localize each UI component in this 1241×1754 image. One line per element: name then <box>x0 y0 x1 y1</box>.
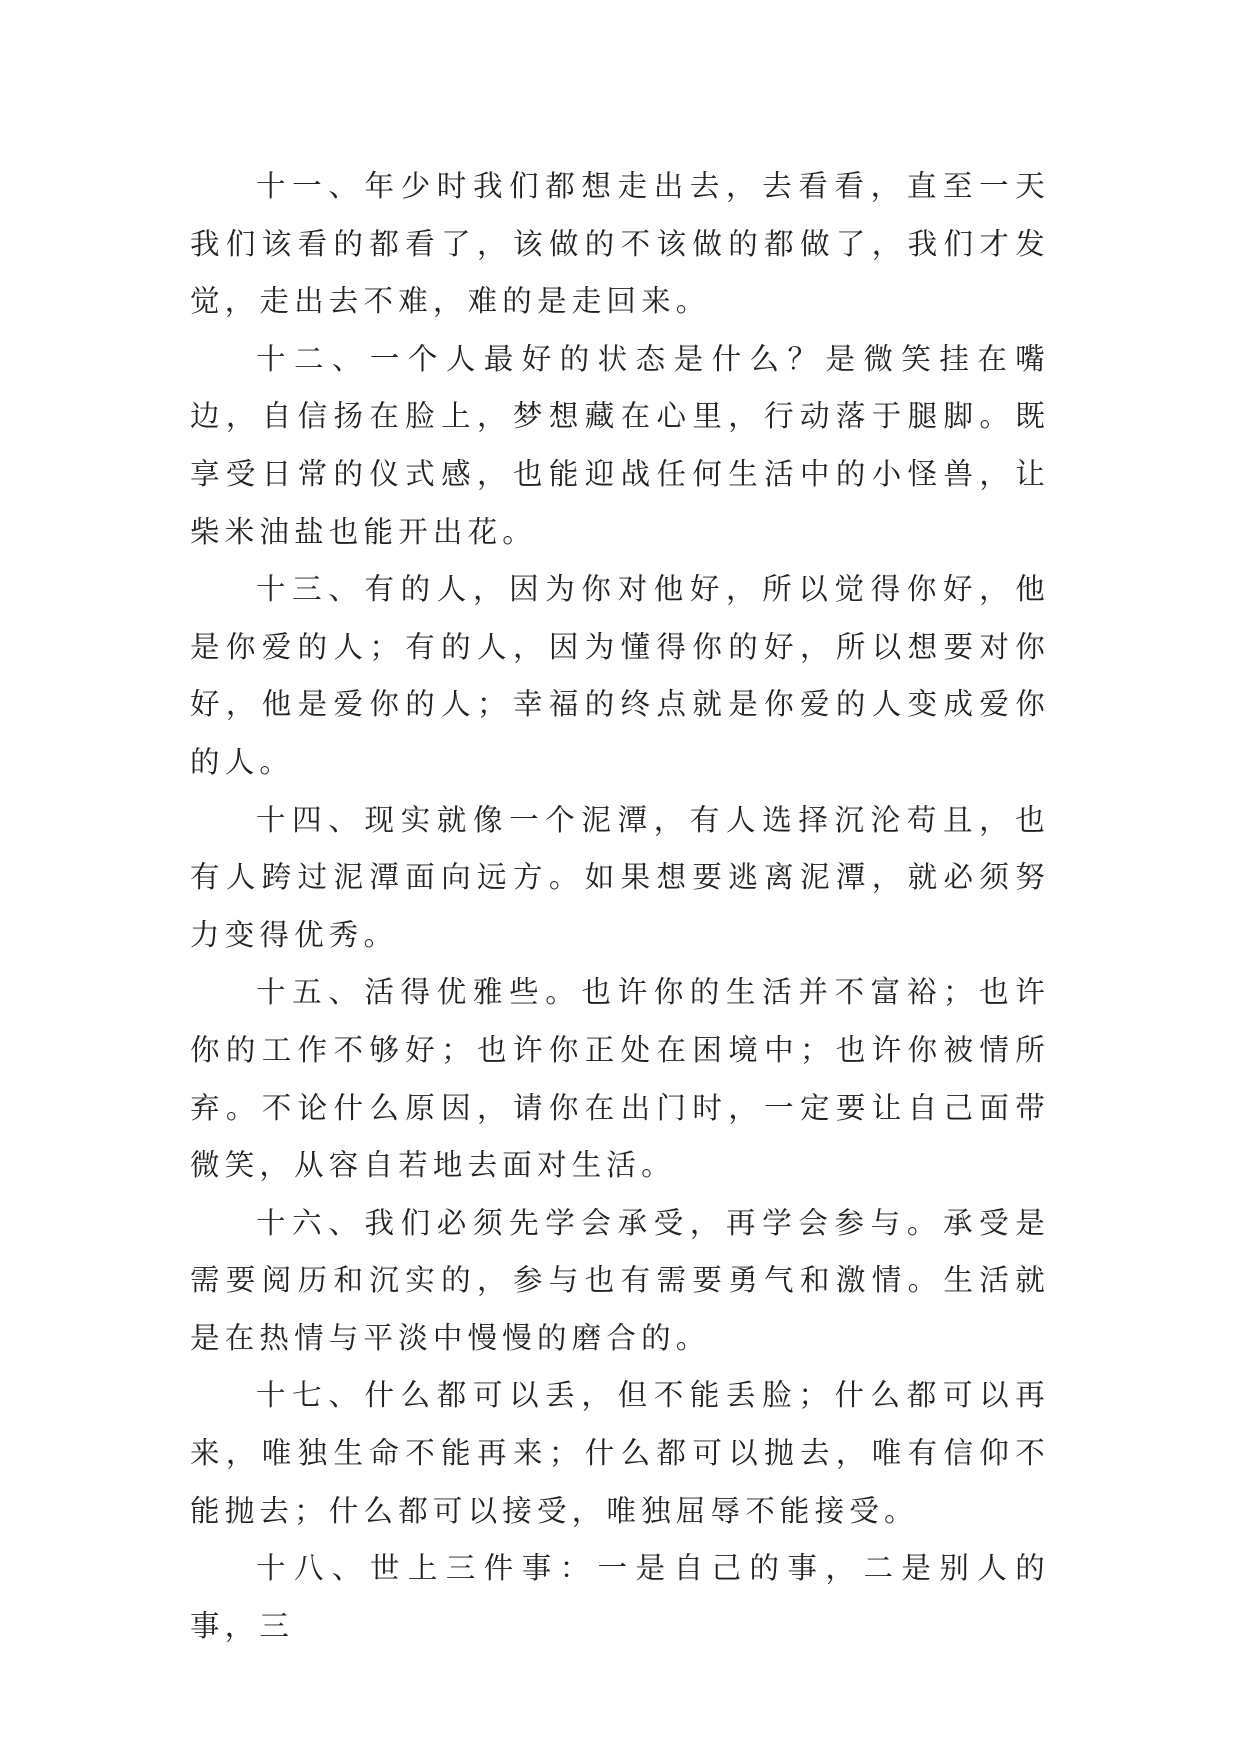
paragraph-18: 十八、世上三件事：一是自己的事，二是别人的事，三 <box>190 1551 1050 1643</box>
paragraph-15: 十五、活得优雅些。也许你的生活并不富裕；也许你的工作不够好；也许你正处在困境中；也许你被情所弃。不论什么原因，请你在出门时，一定要让自己面带微笑，从容自若地去面对生活。 <box>190 975 1050 1183</box>
paragraph-13: 十三、有的人，因为你对他好，所以觉得你好，他是你爱的人；有的人，因为懂得你的好，所以想要对你好，他是爱你的人；幸福的终点就是你爱的人变成爱你的人。 <box>190 572 1050 779</box>
paragraph-12: 十二、一个人最好的状态是什么？是微笑挂在嘴边，自信扬在脸上，梦想藏在心里，行动落于腿脚。既享受日常的仪式感，也能迎战任何生活中的小怪兽，让柴米油盐也能开出花。 <box>190 341 1050 549</box>
paragraph-11: 十一、年少时我们都想走出去，去看看，直至一天我们该看的都看了，该做的不该做的都做了，我们才发觉，走出去不难，难的是走回来。 <box>190 169 1050 319</box>
paragraph-16: 十六、我们必须先学会承受，再学会参与。承受是需要阅历和沉实的，参与也有需要勇气和激情。生活就是在热情与平淡中慢慢的磨合的。 <box>190 1205 1050 1355</box>
document-body <box>190 158 1050 1655</box>
paragraph-17: 十七、什么都可以丢，但不能丢脸；什么都可以再来，唯独生命不能再来；什么都可以抛去，唯有信仰不能抛去；什么都可以接受，唯独屈辱不能接受。 <box>190 1378 1050 1528</box>
paragraph-14: 十四、现实就像一个泥潭，有人选择沉沦苟且，也有人跨过泥潭面向远方。如果想要逃离泥潭，就必须努力变得优秀。 <box>190 802 1050 952</box>
